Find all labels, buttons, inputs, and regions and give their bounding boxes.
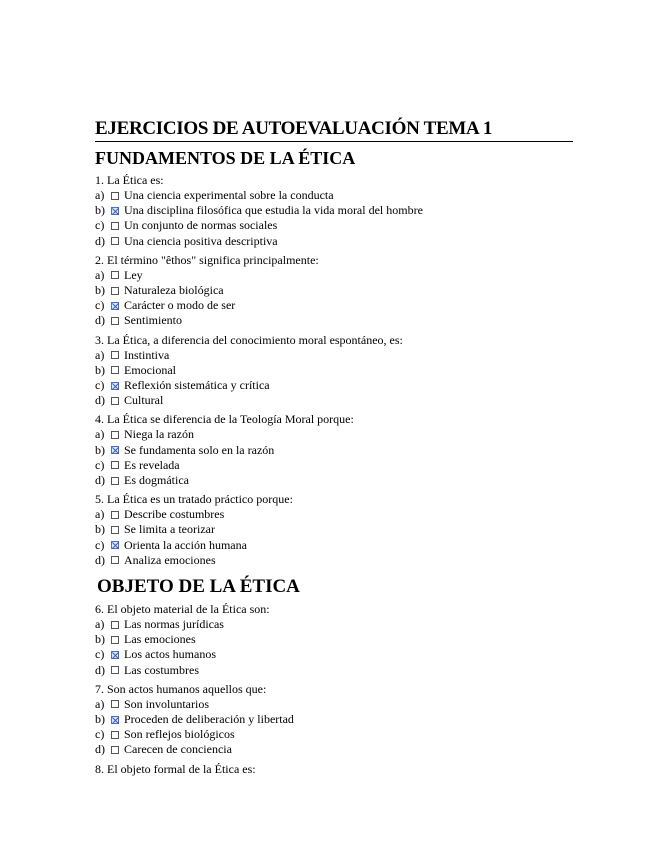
answer-option[interactable]	[95, 632, 573, 647]
answer-option[interactable]	[95, 443, 573, 458]
option-letter: c)	[95, 298, 105, 313]
option-text: Es dogmática	[124, 473, 189, 488]
answer-option[interactable]	[95, 427, 573, 442]
question-text: 2. El término "êthos" significa principalmente:	[95, 252, 319, 267]
checkbox[interactable]	[111, 526, 119, 534]
question-block	[95, 173, 573, 249]
answer-option[interactable]	[95, 188, 573, 203]
checked-checkbox[interactable]	[111, 207, 119, 215]
question-block	[95, 333, 573, 409]
question-text: 3. La Ética, a diferencia del conocimiento moral espontáneo, es:	[95, 332, 403, 347]
answer-option[interactable]	[95, 393, 573, 408]
option-letter: a)	[95, 347, 105, 362]
option-text: Una ciencia experimental sobre la conducta	[124, 188, 334, 202]
option-letter: a)	[95, 427, 105, 442]
option-text: Una disciplina filosófica que estudia la vida moral del hombre	[124, 203, 423, 218]
option-text: Proceden de deliberación y libertad	[124, 712, 294, 727]
answer-option[interactable]	[95, 378, 573, 393]
option-text: Instintiva	[124, 347, 170, 362]
option-letter: c)	[95, 378, 105, 393]
answer-option[interactable]	[95, 538, 573, 553]
checkbox[interactable]	[111, 237, 119, 245]
option-text: Las emociones	[124, 632, 196, 647]
option-letter: b)	[95, 283, 105, 298]
option-text: Las costumbres	[124, 662, 199, 677]
option-letter: d)	[95, 393, 105, 408]
option-text: Emocional	[124, 362, 176, 377]
option-letter: b)	[95, 442, 105, 457]
question-text: 7. Son actos humanos aquellos que:	[95, 681, 267, 696]
section-heading: OBJETO DE LA ÉTICA	[97, 576, 300, 598]
answer-option[interactable]	[95, 283, 573, 298]
document-title: EJERCICIOS DE AUTOEVALUACIÓN TEMA 1	[95, 118, 573, 142]
answer-option[interactable]	[95, 663, 573, 678]
answer-option[interactable]	[95, 218, 573, 233]
option-text: Se fundamenta solo en la razón	[124, 442, 275, 457]
option-letter: b)	[95, 203, 105, 218]
option-letter: a)	[95, 696, 105, 711]
question-block	[95, 412, 573, 488]
answer-option[interactable]	[95, 348, 573, 363]
option-text: Sentimiento	[124, 313, 182, 328]
option-letter: b)	[95, 522, 105, 537]
sections-container	[95, 148, 573, 777]
checkbox[interactable]	[111, 666, 119, 674]
answer-option[interactable]	[95, 473, 573, 488]
checkbox[interactable]	[111, 556, 119, 564]
option-text: Orienta la acción humana	[124, 537, 247, 552]
checkbox[interactable]	[111, 731, 119, 739]
answer-option[interactable]	[95, 712, 573, 727]
question-block	[95, 682, 573, 758]
answer-option[interactable]	[95, 697, 573, 712]
checkbox[interactable]	[111, 317, 119, 325]
question-text: 8. El objeto formal de la Ética es:	[95, 761, 256, 776]
option-text: Es revelada	[124, 457, 180, 472]
option-text: Reflexión sistemática y crítica	[124, 378, 270, 393]
answer-option[interactable]	[95, 522, 573, 537]
checked-checkbox[interactable]	[111, 302, 119, 310]
option-text: Se limita a teorizar	[124, 522, 215, 537]
checkbox[interactable]	[111, 461, 119, 469]
question-text: 6. El objeto material de la Ética son:	[95, 602, 270, 617]
option-text: Una ciencia positiva descriptiva	[124, 233, 278, 248]
checked-checkbox[interactable]	[111, 651, 119, 659]
option-letter: a)	[95, 617, 105, 632]
option-letter: b)	[95, 362, 105, 377]
answer-option[interactable]	[95, 234, 573, 249]
checkbox[interactable]	[111, 192, 119, 200]
checked-checkbox[interactable]	[111, 716, 119, 724]
answer-option[interactable]	[95, 727, 573, 742]
option-letter: d)	[95, 473, 105, 488]
checkbox[interactable]	[111, 397, 119, 405]
answer-option[interactable]	[95, 617, 573, 632]
option-letter: d)	[95, 742, 105, 757]
option-text: Cultural	[124, 393, 164, 408]
option-text: Un conjunto de normas sociales	[124, 218, 278, 233]
answer-option[interactable]	[95, 298, 573, 313]
option-letter: b)	[95, 712, 105, 727]
option-text: Ley	[124, 267, 143, 282]
checkbox[interactable]	[111, 222, 119, 230]
checkbox[interactable]	[111, 366, 119, 374]
answer-option[interactable]	[95, 363, 573, 378]
answer-option[interactable]	[95, 203, 573, 218]
option-text: Describe costumbres	[124, 507, 225, 522]
option-letter: d)	[95, 662, 105, 677]
option-letter: a)	[95, 267, 105, 282]
checkbox[interactable]	[111, 351, 119, 359]
question-block	[95, 492, 573, 568]
option-text: Las normas jurídicas	[124, 617, 224, 632]
option-letter: d)	[95, 233, 105, 248]
question-text: 4. La Ética se diferencia de la Teología Moral porque:	[95, 412, 354, 427]
checkbox[interactable]	[111, 636, 119, 644]
option-letter: a)	[95, 188, 105, 202]
option-text: Analiza emociones	[124, 552, 216, 567]
checkbox[interactable]	[111, 746, 119, 754]
option-text: Naturaleza biológica	[124, 283, 224, 298]
option-letter: b)	[95, 632, 105, 647]
question-text: 5. La Ética es un tratado práctico porque:	[95, 492, 293, 507]
checkbox[interactable]	[111, 287, 119, 295]
option-text: Son reflejos biológicos	[124, 727, 235, 742]
answer-option[interactable]	[95, 313, 573, 328]
option-letter: d)	[95, 552, 105, 567]
option-text: Son involuntarios	[124, 696, 210, 711]
question-text: 1. La Ética es:	[95, 173, 164, 187]
checkbox[interactable]	[111, 271, 119, 279]
question-block	[95, 253, 573, 329]
option-text: Niega la razón	[124, 427, 194, 442]
checkbox[interactable]	[111, 700, 119, 708]
option-letter: c)	[95, 537, 105, 552]
checkbox[interactable]	[111, 431, 119, 439]
option-text: Los actos humanos	[124, 647, 216, 662]
question-block	[95, 762, 573, 777]
checkbox[interactable]	[111, 477, 119, 485]
answer-option[interactable]	[95, 647, 573, 662]
document-page	[95, 118, 573, 777]
answer-option[interactable]	[95, 507, 573, 522]
option-letter: c)	[95, 218, 105, 233]
checked-checkbox[interactable]	[111, 382, 119, 390]
answer-option[interactable]	[95, 268, 573, 283]
answer-option[interactable]	[95, 742, 573, 757]
checkbox[interactable]	[111, 511, 119, 519]
option-letter: c)	[95, 457, 105, 472]
question-block	[95, 602, 573, 678]
checkbox[interactable]	[111, 621, 119, 629]
option-text: Carecen de conciencia	[124, 742, 232, 757]
checked-checkbox[interactable]	[111, 446, 119, 454]
option-letter: c)	[95, 727, 105, 742]
option-text: Carácter o modo de ser	[124, 298, 236, 313]
option-letter: c)	[95, 647, 105, 662]
checked-checkbox[interactable]	[111, 541, 119, 549]
option-letter: a)	[95, 507, 105, 522]
answer-option[interactable]	[95, 553, 573, 568]
section-heading: FUNDAMENTOS DE LA ÉTICA	[95, 148, 356, 168]
answer-option[interactable]	[95, 458, 573, 473]
option-letter: d)	[95, 313, 105, 328]
